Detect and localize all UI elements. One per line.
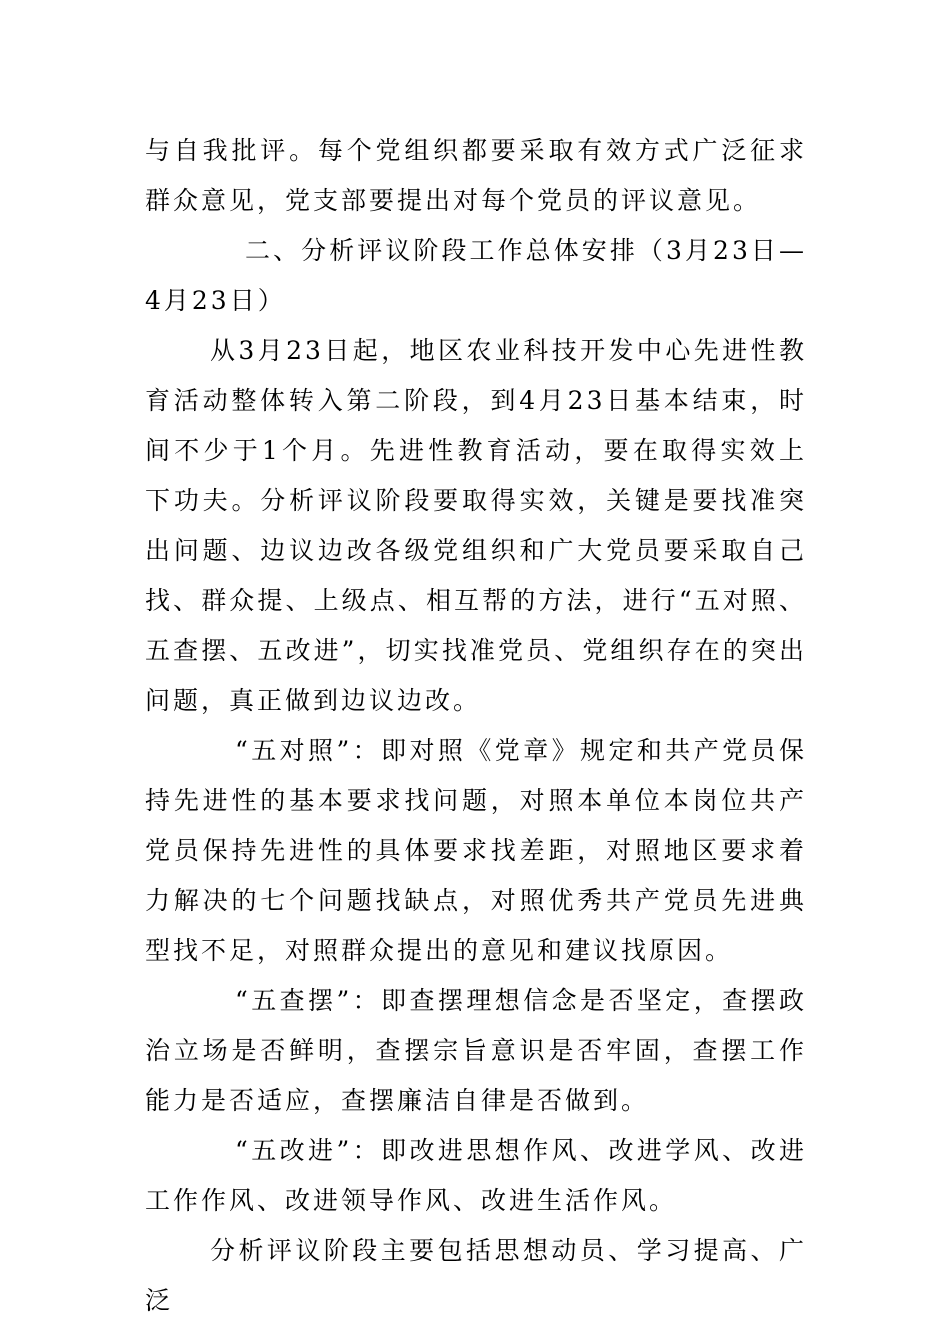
paragraph-stage-summary: 分析评议阶段主要包括思想动员、学习提高、广泛 xyxy=(145,1236,807,1315)
document-body xyxy=(145,126,807,1326)
paragraph-five-comparisons: “五对照”：即对照《党章》规定和共产党员保持先进性的基本要求找问题，对照本单位本岗位共产党员保持先进性的具体要求找差距，对照地区要求着力解决的七个问题找缺点，对照优秀共产党员先进典型找不足，对照群众提出的意见和建议找原因。 xyxy=(145,736,807,965)
paragraph-five-inspections: “五查摆”：即查摆理想信念是否坚定，查摆政治立场是否鲜明，查摆宗旨意识是否牢固，查摆工作能力是否适应，查摆廉洁自律是否做到。 xyxy=(145,986,807,1115)
paragraph-overview: 从3月23日起，地区农业科技开发中心先进性教育活动整体转入第二阶段，到4月23日基本结束，时间不少于1个月。先进性教育活动，要在取得实效上下功夫。分析评议阶段要取得实效，关键是要找准突出问题、边议边改各级党组织和广大党员要采取自己找、群众提、上级点、相互帮的方法，进行“五对照、五查摆、五改进”，切实找准党员、党组织存在的突出问题，真正做到边议边改。 xyxy=(145,336,807,715)
section-heading: 二、分析评议阶段工作总体安排（3月23日—4月23日） xyxy=(145,236,807,315)
paragraph-five-improvements: “五改进”：即改进思想作风、改进学风、改进工作作风、改进领导作风、改进生活作风。 xyxy=(145,1136,807,1215)
paragraph-continuation: 与自我批评。每个党组织都要采取有效方式广泛征求群众意见，党支部要提出对每个党员的评议意见。 xyxy=(145,136,807,215)
